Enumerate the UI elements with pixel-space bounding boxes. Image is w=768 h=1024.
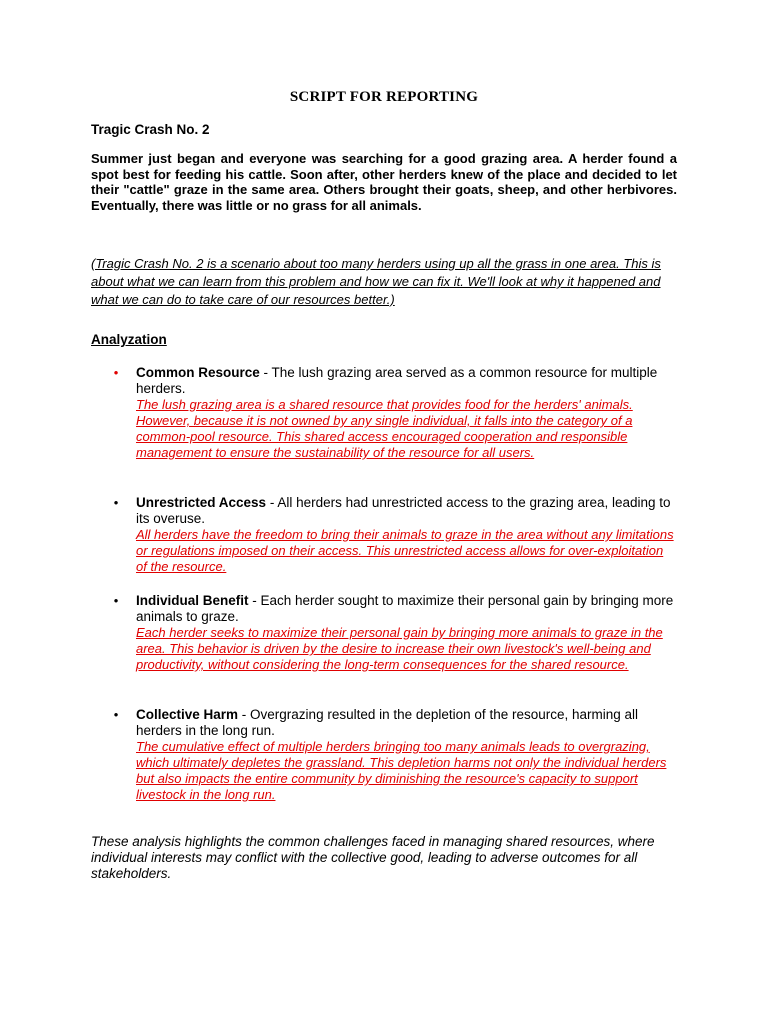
bullet-icon: • [113,495,119,510]
analysis-description: - The lush grazing area served as a common resource for multiple herders. [136,365,658,396]
scenario-title: Tragic Crash No. 2 [91,122,210,137]
scenario-story: Summer just began and everyone was searching for a good grazing area. A herder found a spot best for feeding his cattle. Soon after, other herders knew of the place and decided to let their "cattle" graze in the same area. Others brought their goats, sheep, and other herbivores. Eventually, there was little or no grass for all animals. [91,151,677,213]
analysis-term: Common Resource [136,365,260,380]
analysis-description: - Each herder sought to maximize their personal gain by bringing more animals to graze. [136,593,674,624]
analysis-item-unrestricted-access [113,495,676,575]
analysis-explanation: The cumulative effect of multiple herders bringing too many animals leads to overgrazing, which ultimately depletes the grassland. This depletion harms not only the individual herders but also impacts the entire community by diminishing the resource's capacity to support livestock in the long run. [136,739,667,802]
analysis-explanation: The lush grazing area is a shared resource that provides food for the herders' animals. However, because it is not owned by any single individual, it falls into the category of a common-pool resource. This shared access encouraged cooperation and responsible management to ensure the sustainability of the resource for all users. [136,397,633,460]
analysis-description: - All herders had unrestricted access to the grazing area, leading to its overuse. [136,495,671,526]
analysis-explanation: Each herder seeks to maximize their personal gain by bringing more animals to graze in the area. This behavior is driven by the desire to increase their own livestock's well-being and productivity, without considering the long-term consequences for the shared resource. [136,625,663,672]
document-title: SCRIPT FOR REPORTING [289,89,479,105]
conclusion-paragraph: These analysis highlights the common challenges faced in managing shared resources, where individual interests may conflict with the collective good, leading to adverse outcomes for all stakeholders. [91,834,655,881]
bullet-icon: • [113,365,119,380]
analysis-term: Unrestricted Access [136,495,267,510]
analysis-term: Collective Harm [136,707,239,722]
bullet-icon: • [113,593,119,608]
analyzation-heading: Analyzation [91,332,167,347]
analysis-item-collective-harm [113,707,676,803]
analysis-explanation: All herders have the freedom to bring their animals to graze in the area without any limitations or regulations imposed on their access. This unrestricted access allows for over-exploitation of the resource. [136,527,674,574]
analysis-description: - Overgrazing resulted in the depletion of the resource, harming all herders in the long run. [136,707,639,738]
analysis-item-individual-benefit [113,593,676,673]
bullet-icon: • [113,707,119,722]
scenario-note: (Tragic Crash No. 2 is a scenario about too many herders using up all the grass in one area. This is about what we can learn from this problem and how we can fix it. We'll look at why it happened and what we can do to take care of our resources better.) [91,256,661,307]
analysis-term: Individual Benefit [136,593,249,608]
analysis-item-common-resource [113,365,676,461]
